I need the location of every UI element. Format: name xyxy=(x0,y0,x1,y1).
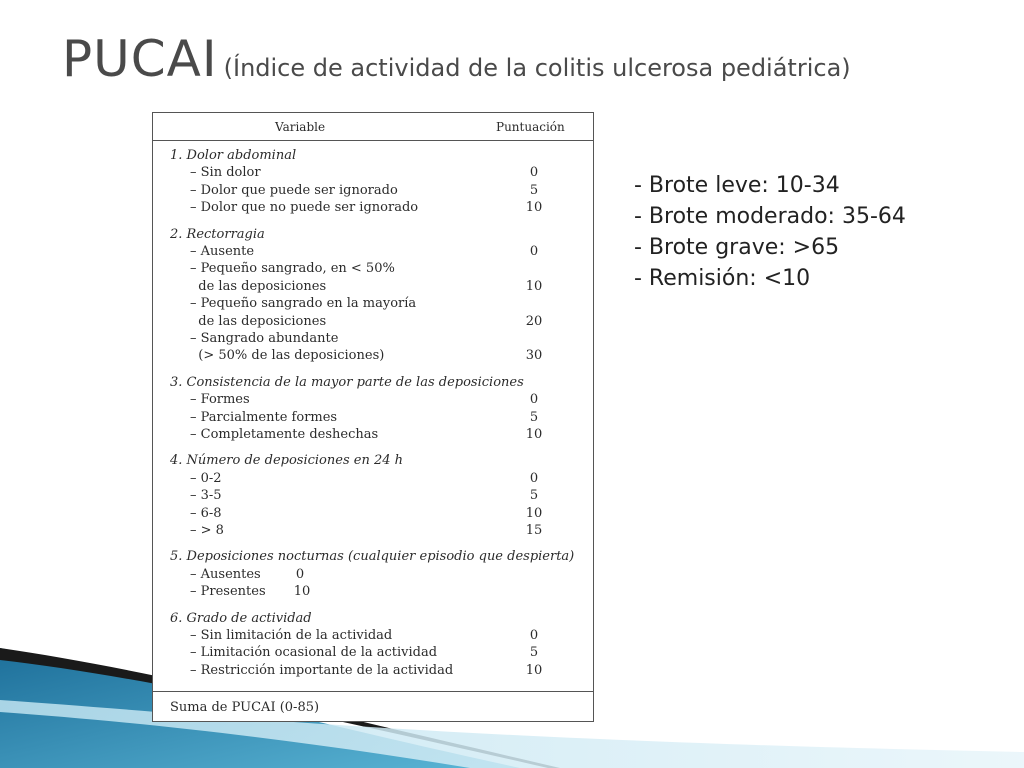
row-label: – Dolor que no puede ser ignorado xyxy=(190,200,419,216)
table-row xyxy=(153,391,593,409)
section-title-text: 3. Consistencia de la mayor parte de las deposiciones xyxy=(170,374,524,390)
table-row xyxy=(153,426,593,444)
table-row xyxy=(153,566,593,584)
header-variable: Variable xyxy=(275,120,326,134)
table-row xyxy=(153,313,593,331)
row-score: 0 xyxy=(529,165,539,181)
section-title xyxy=(153,226,593,244)
row-label: – Sin dolor xyxy=(190,165,261,181)
row-label: – Parcialmente formes xyxy=(190,409,338,425)
row-score: 20 xyxy=(525,313,543,329)
row-label: – Ausentes xyxy=(190,566,261,582)
row-label: – Limitación ocasional de la actividad xyxy=(190,645,438,661)
section-title xyxy=(153,452,593,470)
table-header xyxy=(153,113,593,141)
table-row xyxy=(153,505,593,523)
row-score: 0 xyxy=(295,566,305,582)
table-row xyxy=(153,278,593,296)
table-row xyxy=(153,347,593,365)
note-item: - Brote grave: >65 xyxy=(634,235,840,260)
section-title xyxy=(153,548,593,566)
table-row xyxy=(153,260,593,278)
row-score: 30 xyxy=(525,348,543,364)
title-subtitle: (Índice de actividad de la colitis ulcerosa pediátrica) xyxy=(223,54,851,82)
section-title xyxy=(153,610,593,628)
section-title-text: 2. Rectorragia xyxy=(170,226,265,242)
row-score: 10 xyxy=(525,505,543,521)
table-row xyxy=(153,487,593,505)
row-score: 10 xyxy=(525,427,543,442)
row-score: 0 xyxy=(529,244,539,259)
note-item: - Brote moderado: 35-64 xyxy=(634,204,906,229)
row-score: 5 xyxy=(529,645,539,661)
row-score: 10 xyxy=(293,584,311,600)
row-label: – 3-5 xyxy=(190,488,222,504)
table-row xyxy=(153,330,593,348)
row-score: 10 xyxy=(525,662,543,678)
table-row xyxy=(153,583,593,601)
row-score: 10 xyxy=(525,278,543,294)
row-label: – > 8 xyxy=(190,523,224,538)
table-row xyxy=(153,164,593,182)
slide-title xyxy=(62,30,851,88)
row-label: – Sangrado abundante xyxy=(190,331,339,346)
table-row xyxy=(153,182,593,200)
table-row xyxy=(153,409,593,427)
table-row xyxy=(153,470,593,488)
row-label: – Pequeño sangrado en la mayoría xyxy=(190,296,417,312)
row-label: – 0-2 xyxy=(190,470,222,486)
row-label: de las deposiciones xyxy=(190,278,327,294)
note-item: - Brote leve: 10-34 xyxy=(634,173,840,198)
note-item: - Remisión: <10 xyxy=(634,266,811,291)
row-label: – Completamente deshechas xyxy=(190,427,379,442)
section-title-text: 1. Dolor abdominal xyxy=(170,148,297,163)
row-score: 5 xyxy=(529,182,539,198)
row-score: 15 xyxy=(525,523,543,538)
section-title-text: 6. Grado de actividad xyxy=(170,610,312,626)
severity-notes xyxy=(634,170,906,294)
section-title-text: 5. Deposiciones nocturnas (cualquier episodio que despierta) xyxy=(170,549,575,565)
title-main: PUCAI xyxy=(62,30,218,88)
row-label: – Sin limitación de la actividad xyxy=(190,628,393,643)
row-label: (> 50% de las deposiciones) xyxy=(190,348,385,364)
pucai-table xyxy=(152,112,594,722)
row-label: de las deposiciones xyxy=(190,313,327,329)
row-label: – Pequeño sangrado, en < 50% xyxy=(190,261,395,277)
footer-total: Suma de PUCAI (0-85) xyxy=(170,700,320,715)
row-score: 0 xyxy=(529,392,539,408)
table-row xyxy=(153,243,593,261)
row-label: – 6-8 xyxy=(190,505,222,521)
row-score: 0 xyxy=(529,470,539,486)
row-label: – Presentes xyxy=(190,584,266,600)
section-title xyxy=(153,374,593,392)
row-score: 0 xyxy=(529,628,539,643)
section-title xyxy=(153,147,593,165)
row-label: – Restricción importante de la actividad xyxy=(190,662,454,678)
table-row xyxy=(153,295,593,313)
header-score: Puntuación xyxy=(496,120,565,134)
row-label: – Ausente xyxy=(190,244,255,259)
table-footer xyxy=(153,691,593,722)
row-score: 5 xyxy=(529,488,539,504)
row-score: 10 xyxy=(525,200,543,216)
table-row xyxy=(153,627,593,645)
section-title-text: 4. Número de deposiciones en 24 h xyxy=(170,453,403,469)
table-row xyxy=(153,662,593,680)
table-row xyxy=(153,199,593,217)
table-row xyxy=(153,522,593,540)
table-row xyxy=(153,644,593,662)
row-label: – Formes xyxy=(190,392,250,408)
row-label: – Dolor que puede ser ignorado xyxy=(190,182,398,198)
row-score: 5 xyxy=(529,409,539,425)
